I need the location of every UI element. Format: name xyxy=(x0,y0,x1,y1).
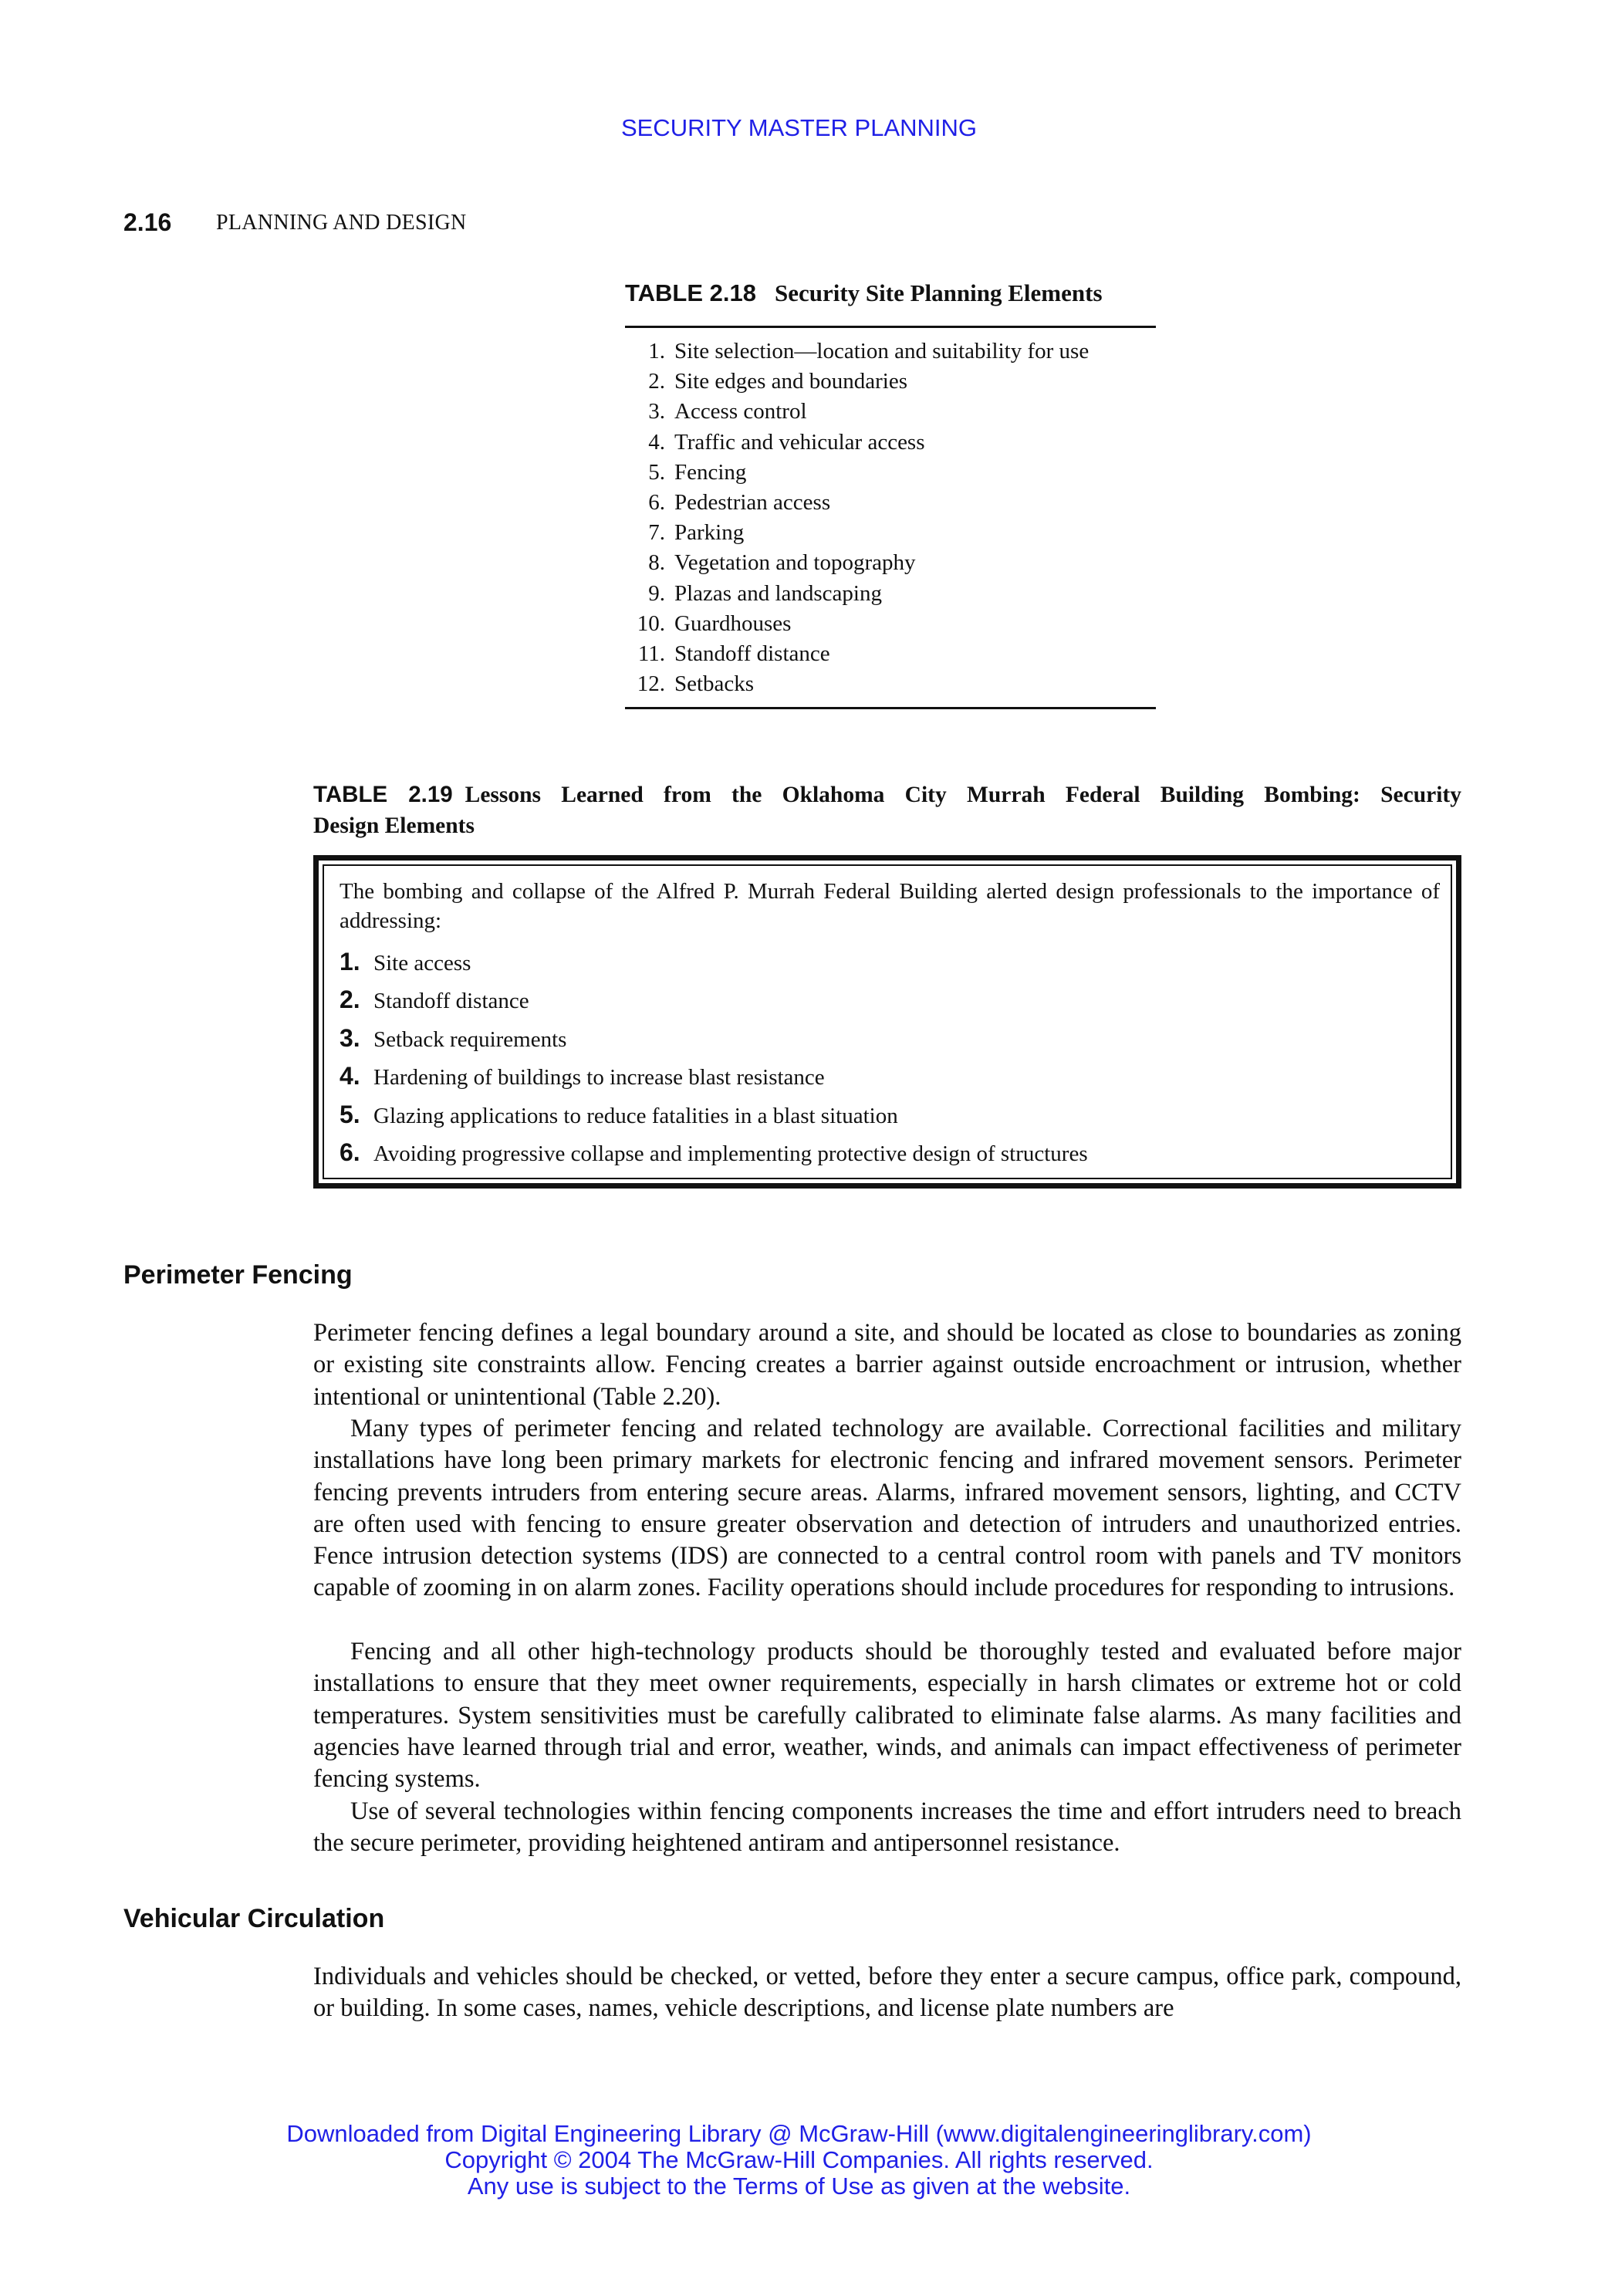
list-item-text: Avoiding progressive collapse and implementing protective design of structures xyxy=(373,1141,1088,1166)
footer-copyright: Copyright © 2004 The McGraw-Hill Companies. All rights reserved. xyxy=(444,2146,1154,2173)
list-item-number: 4. xyxy=(340,1062,360,1091)
table-label: TABLE 2.18 xyxy=(625,279,756,306)
list-item-text: Standoff distance xyxy=(373,989,529,1014)
list-item-text: Plazas and landscaping xyxy=(674,580,882,606)
list-item xyxy=(340,1096,1088,1134)
list-item xyxy=(340,981,1088,1019)
list-item-text: Site access xyxy=(373,951,471,976)
list-item-text: Site edges and boundaries xyxy=(674,369,908,394)
table-title-line1: Lessons Learned from the Oklahoma City Murrah Federal Building Bombing: Security xyxy=(465,783,1461,807)
section-heading-vehicular-circulation: Vehicular Circulation xyxy=(123,1904,385,1933)
list-item-number: 3. xyxy=(648,399,665,424)
list-item xyxy=(625,639,1165,669)
list-item-number: 9. xyxy=(648,580,665,606)
list-item xyxy=(625,367,1165,397)
list-item xyxy=(625,548,1165,578)
page-number: 2.16 xyxy=(123,208,172,236)
list-item-number: 10. xyxy=(637,610,665,636)
table-2-19-caption xyxy=(313,779,1461,810)
list-item xyxy=(625,458,1165,488)
list-item-text: Standoff distance xyxy=(674,641,830,666)
list-item-text: Traffic and vehicular access xyxy=(674,429,925,455)
list-item-number: 2. xyxy=(340,986,360,1014)
list-item-text: Vegetation and topography xyxy=(674,550,916,576)
body-paragraph: Perimeter fencing defines a legal boundary around a site, and should be located as close to boundaries as zoning or existing site constraints allow. Fencing creates a barrier against outside encroachment or intrusion, whether intentional or unintentional (Table 2.20). xyxy=(313,1319,1461,1411)
list-item-text: Guardhouses xyxy=(674,610,792,636)
list-item xyxy=(340,1134,1088,1172)
body-paragraph: Use of several technologies within fencing components increases the time and effort intruders need to breach the secure perimeter, providing heightened antiram and antipersonnel resistance. xyxy=(313,1797,1461,1858)
body-paragraph: Individuals and vehicles should be checked, or vetted, before they enter a secure campus, office park, compound, or building. In some cases, names, vehicle descriptions, and license plate numbers are xyxy=(313,1963,1461,2023)
body-paragraph: Many types of perimeter fencing and related technology are available. Correctional facilities and military installations have long been primary markets for electronic fencing and infrared movement sensors. Perimeter fencing prevents intruders from entering secure areas. Alarms, infrared movement sensors, lighting, and CCTV are often used with fencing to ensure greater observation and detection of intruders and unauthorized entries. Fence intrusion detection systems (IDS) are connected to a central control room with panels and TV monitors capable of zooming in on alarm zones. Facility operations should include procedures for responding to intrusions. xyxy=(313,1415,1461,1602)
list-item-text: Glazing applications to reduce fatalities in a blast situation xyxy=(373,1103,898,1128)
table-2-18-caption xyxy=(625,279,1103,307)
section-heading-perimeter-fencing: Perimeter Fencing xyxy=(123,1260,353,1290)
list-item xyxy=(625,669,1165,699)
list-item-text: Setbacks xyxy=(674,671,755,697)
list-item-number: 12. xyxy=(637,671,665,697)
list-item-number: 5. xyxy=(340,1100,360,1128)
list-item xyxy=(340,943,1088,981)
footer-download-notice[interactable]: Downloaded from Digital Engineering Library @ McGraw-Hill (www.digitalengineeringlibrary.com) xyxy=(286,2120,1312,2147)
list-item xyxy=(340,1057,1088,1095)
list-item-text: Parking xyxy=(674,520,745,546)
list-item-text: Access control xyxy=(674,399,807,424)
table-top-rule xyxy=(625,326,1156,328)
table-title: Security Site Planning Elements xyxy=(774,279,1103,306)
footer-terms-notice: Any use is subject to the Terms of Use as given at the website. xyxy=(467,2173,1131,2200)
section-label: PLANNING AND DESIGN xyxy=(216,211,467,235)
list-item-text: Hardening of buildings to increase blast resistance xyxy=(373,1065,825,1091)
table-2-19-intro: The bombing and collapse of the Alfred P. Murrah Federal Building alerted design professionals to the importance of addressing: xyxy=(340,879,1440,933)
list-item xyxy=(625,518,1165,548)
list-item-number: 7. xyxy=(648,520,665,546)
table-2-18-list xyxy=(625,336,1165,699)
list-item-number: 6. xyxy=(648,489,665,515)
table-title-line2: Design Elements xyxy=(313,813,475,838)
list-item xyxy=(625,579,1165,609)
list-item-text: Fencing xyxy=(674,459,747,485)
list-item xyxy=(625,336,1165,367)
list-item xyxy=(625,488,1165,518)
list-item-number: 5. xyxy=(648,459,665,485)
body-paragraph: Fencing and all other high-technology products should be thoroughly tested and evaluated before major installations to ensure that they meet owner requirements, especially in harsh climates or extreme hot or cold temperatures. System sensitivities must be carefully calibrated to eliminate false alarms. As many facilities and agencies have learned through trial and error, weather, winds, and animals can impact effectiveness of perimeter fencing systems. xyxy=(313,1638,1461,1794)
list-item-text: Pedestrian access xyxy=(674,489,831,515)
list-item-number: 1. xyxy=(340,948,360,976)
list-item-text: Site selection—location and suitability for use xyxy=(674,339,1090,364)
list-item xyxy=(625,609,1165,639)
list-item-number: 4. xyxy=(648,429,665,455)
running-head: SECURITY MASTER PLANNING xyxy=(620,114,978,141)
list-item xyxy=(625,428,1165,458)
list-item xyxy=(340,1020,1088,1057)
list-item-number: 1. xyxy=(648,339,665,364)
list-item-text: Setback requirements xyxy=(373,1026,567,1052)
table-bottom-rule xyxy=(625,707,1156,709)
list-item xyxy=(625,397,1165,427)
table-2-19-list xyxy=(340,943,1088,1172)
list-item-number: 3. xyxy=(340,1023,360,1052)
list-item-number: 6. xyxy=(340,1138,360,1166)
list-item-number: 2. xyxy=(648,369,665,394)
list-item-number: 8. xyxy=(648,550,665,576)
table-label: TABLE 2.19 xyxy=(313,782,453,807)
list-item-number: 11. xyxy=(637,641,665,666)
